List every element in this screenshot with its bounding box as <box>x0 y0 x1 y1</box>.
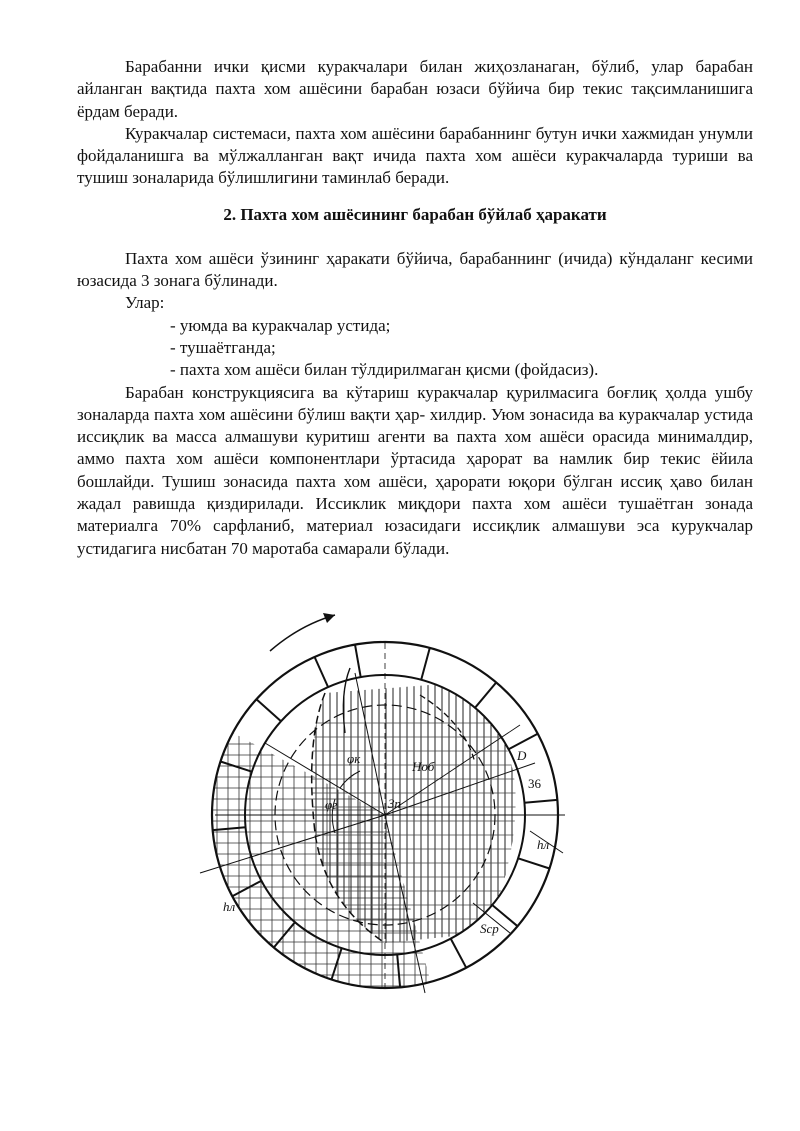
section-title: 2. Пахта хом ашёсининг барабан бўйлаб ҳаракати <box>223 204 607 224</box>
label-h-l-left: hл <box>223 899 236 914</box>
flight-blade <box>274 922 295 947</box>
list-item: - пахта хом ашёси билан тўлдирилмаган қисми (фойдасиз). <box>170 360 599 380</box>
rotation-arrow <box>270 615 335 651</box>
flight-blade <box>525 800 558 803</box>
flight-blade <box>355 645 361 678</box>
flight-blade <box>232 881 261 897</box>
radius-line <box>385 725 520 815</box>
list-intro: Улар: <box>125 293 165 313</box>
label-h-ob: Hоб <box>412 759 435 774</box>
angle-arc <box>340 771 360 788</box>
label-z-n: Зп <box>388 796 401 811</box>
label-s-ep: Sср <box>480 921 499 936</box>
paragraph-intro: Пахта хом ашёси ўзининг ҳаракати бўйича, барабаннинг (ичида) кўндаланг кесими юзасида 3 зонага бўлинади. <box>77 248 753 291</box>
drum-cross-section-figure <box>175 603 595 1023</box>
flight-blade <box>397 955 400 988</box>
drum-diagram <box>175 603 595 1023</box>
label-h-l-right: hл <box>537 837 550 852</box>
paragraph-2: Куракчалар системаси, пахта хом ашёсини барабаннинг бутун ички хажмидан унумли фойдаланишга ва мўлжалланган вақт ичида пахта хом ашёси куракчаларда туриши ва тушиш зоналарида бўлишлигини таминлаб беради. <box>77 123 753 188</box>
flight-blade <box>518 858 549 868</box>
flight-blade <box>315 657 329 687</box>
list-item: - уюмда ва куракчалар устида; <box>170 315 391 335</box>
document-page <box>77 56 753 560</box>
radius-line <box>385 815 425 993</box>
radius-line <box>355 673 385 815</box>
flight-blade <box>421 648 430 680</box>
label-phi-g: φг <box>325 797 338 812</box>
paragraph-1: Барабанни ички қисми куракчалари билан жиҳозланаган, бўлиб, улар барабан айланган вақтида пахта хом ашёсини барабан юзаси бўйича бир текис тақсимланишига ёрдам беради. <box>77 57 753 121</box>
list-item: - тушаётганда; <box>170 337 276 357</box>
flight-blade <box>221 762 252 772</box>
flight-blade <box>213 827 246 830</box>
flight-blade <box>475 683 496 708</box>
label-phi-k: φк <box>347 751 361 766</box>
zone-list <box>77 315 753 382</box>
paragraph-body: Барабан конструкциясига ва кўтариш куракчалар қурилмасига боғлиқ ҳолда ушбу зоналарда пахта хом ашёсини бўлиш вақти ҳар- хилдир. Уюм зонасида ва куракчалар устида иссиқлик ва масса алмашуви куритиш агенти ва пахта хом ашёси орасида минималдир, аммо пахта хом ашёси компонентлари ўртасида ҳарорат ва намлик бир текис ёйила бошлайди. Тушиш зонасида пахта хом ашёси, ҳарорати юқори бўлган иссиқ ҳаво билан жадал равишда қиздирилади. Иссиклик миқдори пахта хом ашёси тушаётган зонада материалга 70% сарфланиб, материал юзасидаги иссиқлик алмашуви эса курукчалар устидагига нисбатан 70 маротаба самарали бўлади. <box>77 382 753 558</box>
flight-blade <box>509 734 538 750</box>
label-36: 36 <box>528 776 541 791</box>
label-d: D <box>517 748 527 763</box>
flight-blade <box>256 699 281 721</box>
flight-blade <box>451 939 467 968</box>
